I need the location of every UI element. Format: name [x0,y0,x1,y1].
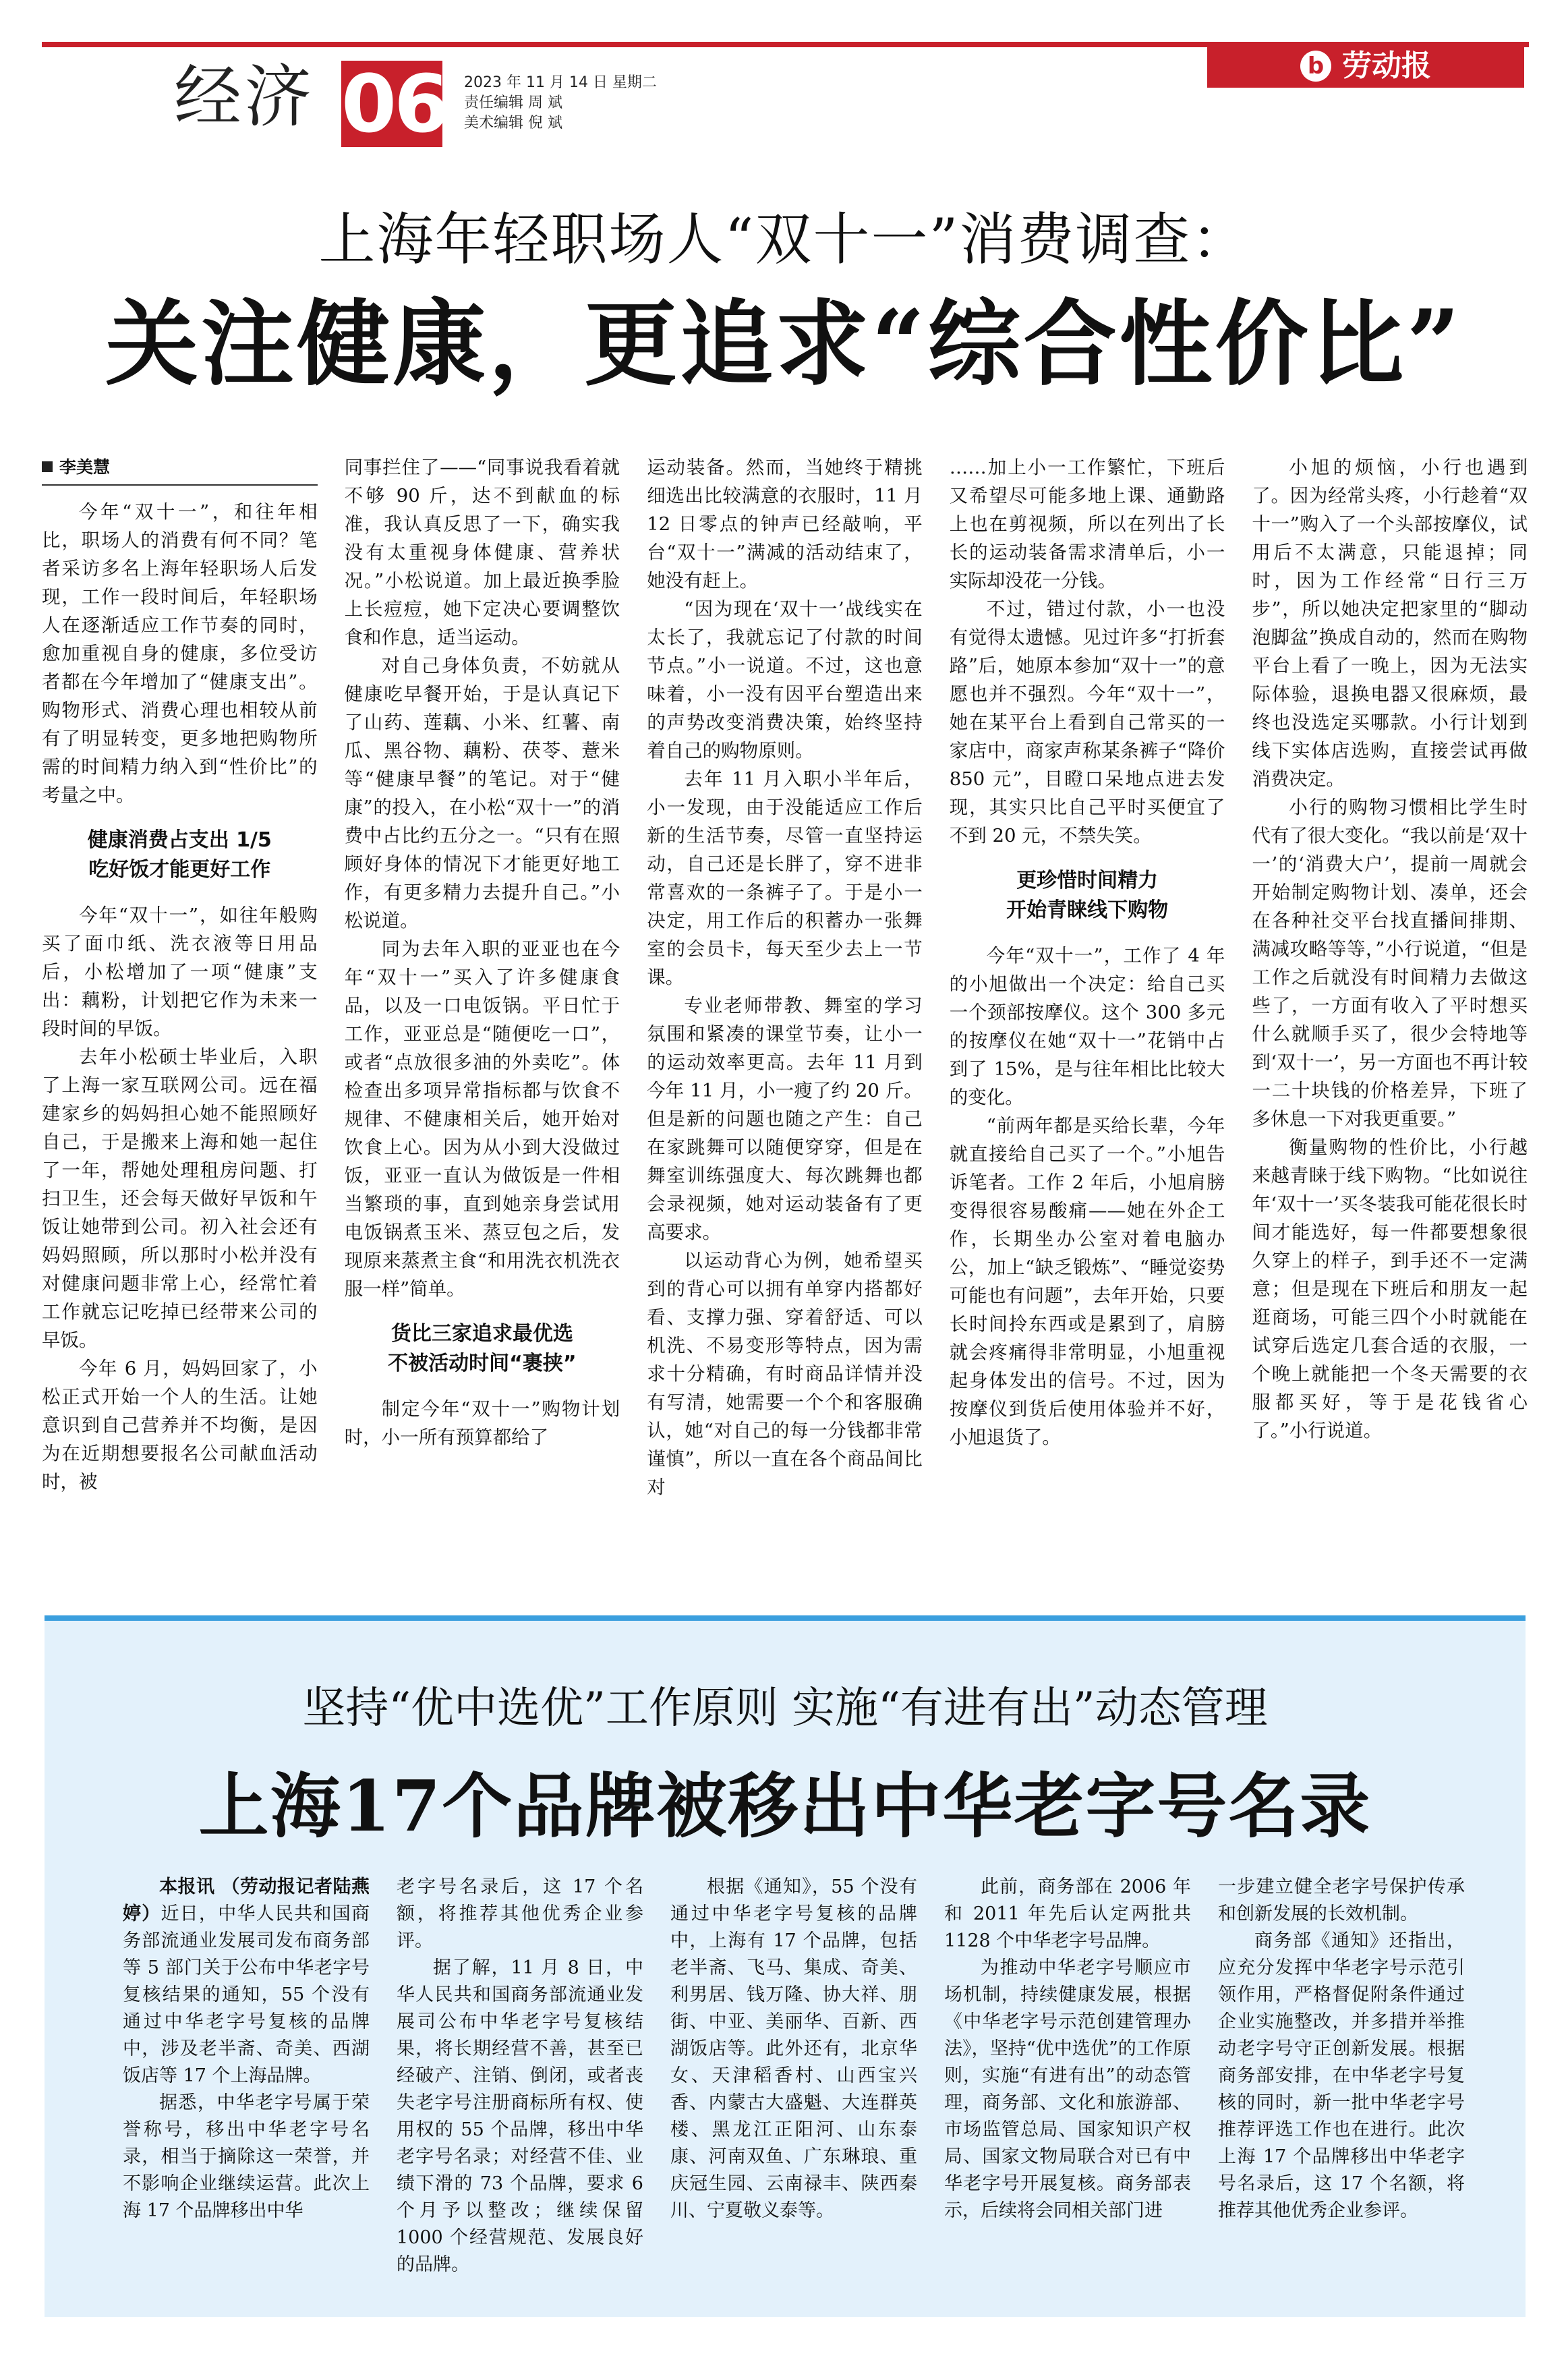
subhead-line: 吃好饭才能更好工作 [88,858,271,882]
paragraph: 小旭的烦恼，小行也遇到了。因为经常头疼，小行趁着“双十一”购入了一个头部按摩仪，试用后不太满意，只能退掉；同时，因为工作经常“日行三万步”，所以她决定把家里的“脚动泡脚盆”换成自动的，然而在购物平台上看了一晚上，因为无法实际体验，退换电器又很麻烦，最终也没选定买哪款。小行计划到线下实体店选购，直接尝试再做消费决定。 [1252,457,1528,790]
article1-subhead-3 [950,866,1225,925]
article2-column-3 [670,1874,917,2305]
paragraph: 此前，商务部在 2006 年和 2011 年先后认定两批共 1128 个中华老字号品牌。 [944,1876,1191,1951]
header-meta [464,73,657,134]
paragraph: 据悉，中华老字号属于荣誉称号，移出中华老字号名录，相当于摘除这一荣誉，并不影响企业继续运营。此次上海 17 个品牌移出中华 [123,2092,370,2221]
paragraph: “因为现在‘双十一’战线实在太长了，我就忘记了付款的时间节点。”小一说道。不过，这也意味着，小一没有因平台塑造出来的声势改变消费决策，始终坚持着自己的购物原则。 [647,598,923,762]
paragraph: 今年“双十一”，如往年般购买了面巾纸、洗衣液等日用品后，小松增加了一项“健康”支出：藕粉，计划把它作为未来一段时间的早饭。 [42,904,318,1039]
article1-title: 关注健康，更追求“综合性价比” [105,289,1463,399]
paragraph: 运动装备。然而，当她终于精挑细选出比较满意的衣服时，11 月 12 日零点的钟声已经敲响，平台“双十一”满减的活动结束了，她没有赶上。 [647,457,923,592]
logo-text: 劳动报 [1342,49,1431,83]
article1-column-4 [950,453,1225,1565]
article1-column-2 [345,453,620,1565]
paragraph: 小行的购物习惯相比学生时代有了很大变化。“我以前是‘双十一’的‘消费大户’，提前一周就会开始制定购物计划、凑单，还会在各种社交平台找直播间排期、满减攻略等等，”小行说道，“但是工作之后就没有时间精力去做这些了，一方面有收入了平时想买什么就顺手买了，很少会特地等到‘双十一’，另一方面也不再计较一二十块钱的价格差异，下班了多休息一下对我更重要。” [1252,797,1528,1130]
article2-title: 上海17个品牌被移出中华老字号名录 [198,1764,1372,1847]
article2-column-5 [1218,1874,1465,2305]
art-editor: 美术编辑 倪 斌 [464,115,562,132]
paragraph: ……加上小一工作繁忙，下班后又希望尽可能多地上课、通勤路上也在剪视频，所以在列出了长长的运动装备需求清单后，小一实际却没花一分钱。 [949,457,1225,592]
article1-subhead-1 [42,826,318,885]
paragraph: “前两年都是买给长辈，今年就直接给自己买了一个。”小旭告诉笔者。工作 2 年后，小旭肩膀变得很容易酸痛——她在外企工作，长期坐办公室对着电脑办公，加上“缺乏锻炼”、“睡觉姿势可能也有问题”，去年开始，只要长时间拎东西或是累到了，肩膀就会疼痛得非常明显，小旭重视起身体发出的信号。不过，因为按摩仪到货后使用体验并不好，小旭退货了。 [949,1115,1225,1448]
article2-box [45,1615,1526,2317]
byline-author: 李美慧 [59,457,111,477]
paragraph: 一步建立健全老字号保护传承和创新发展的长效机制。 [1218,1876,1465,1924]
paragraph: 对自己身体负责，不妨就从健康吃早餐开始，于是认真记下了山药、莲藕、小米、红薯、南瓜、黑谷物、藕粉、茯苓、薏米等“健康早餐”的笔记。对于“健康”的投入，在小松“双十一”的消费中占比约五分之一。“只有在照顾好身体的情况下才能更好地工作，有更多精力去提升自己。”小松说道。 [344,655,620,931]
article2-column-2 [397,1874,643,2305]
paragraph: 商务部《通知》还指出，应充分发挥中华老字号示范引领作用，严格督促附条件通过企业实施整改，并多措并举推动老字号守正创新发展。根据商务部安排，在中华老字号复核的同时，新一批中华老字号推荐评选工作也在进行。此次上海 17 个品牌移出中华老字号名录后，这 17 个名额，将推荐其他优秀企业参评。 [1218,1930,1465,2221]
paragraph: 据了解，11 月 8 日，中华人民共和国商务部流通业发展司公布中华老字号复核结果，将长期经营不善，甚至已经破产、注销、倒闭，或者丧失老字号注册商标所有权、使用权的 55 个品牌，移出中华老字号名录；对经营不佳、业绩下滑的 73 个品牌，要求 6 个月予以整改；继续保留 1000 个经营规范、发展良好的品牌。 [397,1957,643,2275]
paragraph: 去年小松硕士毕业后，入职了上海一家互联网公司。远在福建家乡的妈妈担心她不能照顾好自己，于是搬来上海和她一起住了一年，帮她处理租房问题、打扫卫生，还会每天做好早饭和午饭让她带到公司。初入社会还有妈妈照顾，所以那时小松并没有对健康问题非常上心，经常忙着工作就忘记吃掉已经带来公司的早饭。 [42,1046,318,1351]
paragraph-text: 近日，中华人民共和国商务部流通业发展司发布商务部等 5 部门关于公布中华老字号复核结果的通知，55 个没有通过中华老字号复核的品牌中，涉及老半斋、奇美、西湖饭店等 17 个上海品牌。 [123,1903,370,2086]
paragraph [123,1874,370,2090]
responsible-editor: 责任编辑 周 斌 [464,94,562,111]
paragraph: 根据《通知》，55 个没有通过中华老字号复核的品牌中，上海有 17 个品牌，包括老半斋、飞马、集成、奇美、利男居、钱万隆、协大祥、朋街、中亚、美丽华、百新、西湖饭店等。此外还有，北京华女、天津稻香村、山西宝兴香、内蒙古大盛魁、大连群英楼、黑龙江正阳河、山东泰康、河南双鱼、广东琳琅、重庆冠生园、云南禄丰、陕西秦川、宁夏敬义泰等。 [670,1876,917,2221]
paragraph: 同事拦住了——“同事说我看着就不够 90 斤，达不到献血的标准，我认真反思了一下，确实我没有太重视身体健康、营养状况。”小松说道。加上最近换季脸上长痘痘，她下定决心要调整饮食和作息，适当运动。 [344,457,620,648]
article1-body [42,453,1528,1565]
article1-column-5 [1252,453,1528,1565]
article1-byline [42,453,318,486]
reporter-credit: 本报讯 （劳动报记者陆燕婷） [123,1876,370,1924]
newspaper-logo [1207,45,1524,88]
article2-column-1 [123,1874,370,2305]
paragraph: 去年 11 月入职小半年后，小一发现，由于没能适应工作后新的生活节奏，尽管一直坚持运动，自己还是长胖了，穿不进非常喜欢的一条裤子了。于是小一决定，用工作后的积蓄办一张舞室的会员卡，每天至少去上一节课。 [647,768,923,988]
subhead-line: 健康消费占支出 1/5 [87,828,272,852]
paragraph: 今年“双十一”，工作了 4 年的小旭做出一个决定：给自己买一个颈部按摩仪。这个 300 多元的按摩仪在她“双十一”花销中占到了 15%，是与往年相比比较大的变化。 [949,945,1225,1108]
paragraph: 专业老师带教、舞室的学习氛围和紧凑的课堂节奏，让小一的运动效率更高。去年 11 月到今年 11 月，小一瘦了约 20 斤。但是新的问题也随之产生：自己在家跳舞可以随便穿穿，但是在舞室训练强度大、每次跳舞也都会录视频，她对运动装备有了更高要求。 [647,995,923,1243]
paragraph: 以运动背心为例，她希望买到的背心可以拥有单穿内搭都好看、支撑力强、穿着舒适、可以机洗、不易变形等特点，因为需求十分精确，有时商品详情并没有写清，她需要一个个和客服确认，她“对自己的每一分钱都非常谨慎”，所以一直在各个商品间比对 [647,1250,923,1498]
byline-square-icon [42,461,53,472]
article1-column-3 [647,453,923,1565]
subhead-line: 开始青睐线下购物 [1006,898,1169,922]
article1-subtitle: 上海年轻职场人“双十一”消费调查： [318,206,1250,272]
paragraph: 今年“双十一”，和往年相比，职场人的消费有何不同？笔者采访多名上海年轻职场人后发现，工作一段时间后，年轻职场人在逐渐适应工作节奏的同时，愈加重视自身的健康，多位受访者都在今年增加了“健康支出”。购物形式、消费心理也相较从前有了明显转变，更多地把购物所需的时间精力纳入到“性价比”的考量之中。 [42,501,318,806]
article1-column-1 [42,453,318,1565]
subhead-line: 不被活动时间“裹挟” [388,1352,577,1375]
article2-body [123,1874,1465,2305]
paragraph: 制定今年“双十一”购物计划时，小一所有预算都给了 [344,1398,620,1448]
section-name: 经济 [174,57,314,136]
logo-mark-icon: b [1300,51,1331,82]
article2-subtitle: 坚持“优中选优”工作原则 实施“有进有出”动态管理 [302,1684,1268,1733]
page-number: 06 [341,57,447,150]
article2-column-4 [944,1874,1191,2305]
paragraph: 老字号名录后，这 17 个名额，将推荐其他优秀企业参评。 [397,1876,643,1951]
issue-date: 2023 年 11 月 14 日 星期二 [464,74,657,91]
article1-subhead-2 [345,1319,620,1379]
paragraph: 同为去年入职的亚亚也在今年“双十一”买入了许多健康食品，以及一口电饭锅。平日忙于工作，亚亚总是“随便吃一口”，或者“点放很多油的外卖吃”。体检查出多项异常指标都与饮食不规律、不健康相关后，她开始对饮食上心。因为从小到大没做过饭，亚亚一直认为做饭是一件相当繁琐的事，直到她亲身尝试用电饭锅煮玉米、蒸豆包之后，发现原来蒸煮主食“和用洗衣机洗衣服一样”简单。 [344,938,620,1300]
paragraph: 今年 6 月，妈妈回家了，小松正式开始一个人的生活。让她意识到自己营养并不均衡，是因为在近期想要报名公司献血活动时，被 [42,1358,318,1493]
paragraph: 为推动中华老字号顺应市场机制，持续健康发展，根据《中华老字号示范创建管理办法》，坚持“优中选优”的工作原则，实施“有进有出”的动态管理，商务部、文化和旅游部、市场监管总局、国家知识产权局、国家文物局联合对已有中华老字号开展复核。商务部表示，后续将会同相关部门进 [944,1957,1191,2221]
subhead-line: 货比三家追求最优选 [390,1322,573,1346]
paragraph: 衡量购物的性价比，小行越来越青睐于线下购物。“比如说往年‘双十一’买冬装我可能花很长时间才能选好，每一件都要想象很久穿上的样子，到手还不一定满意；但是现在下班后和朋友一起逛商场，可能三四个小时就能在试穿后选定几套合适的衣服，一个晚上就能把一个冬天需要的衣服都买好，等于是花钱省心了。”小行说道。 [1252,1137,1528,1441]
paragraph: 不过，错过付款，小一也没有觉得太遗憾。见过许多“打折套路”后，她原本参加“双十一”的意愿也并不强烈。今年“双十一”，她在某平台上看到自己常买的一家店中，商家声称某条裤子“降价 850 元”，目瞪口呆地点进去发现，其实只比自己平时买便宜了不到 20 元，不禁失笑。 [949,598,1225,846]
subhead-line: 更珍惜时间精力 [1016,869,1159,892]
